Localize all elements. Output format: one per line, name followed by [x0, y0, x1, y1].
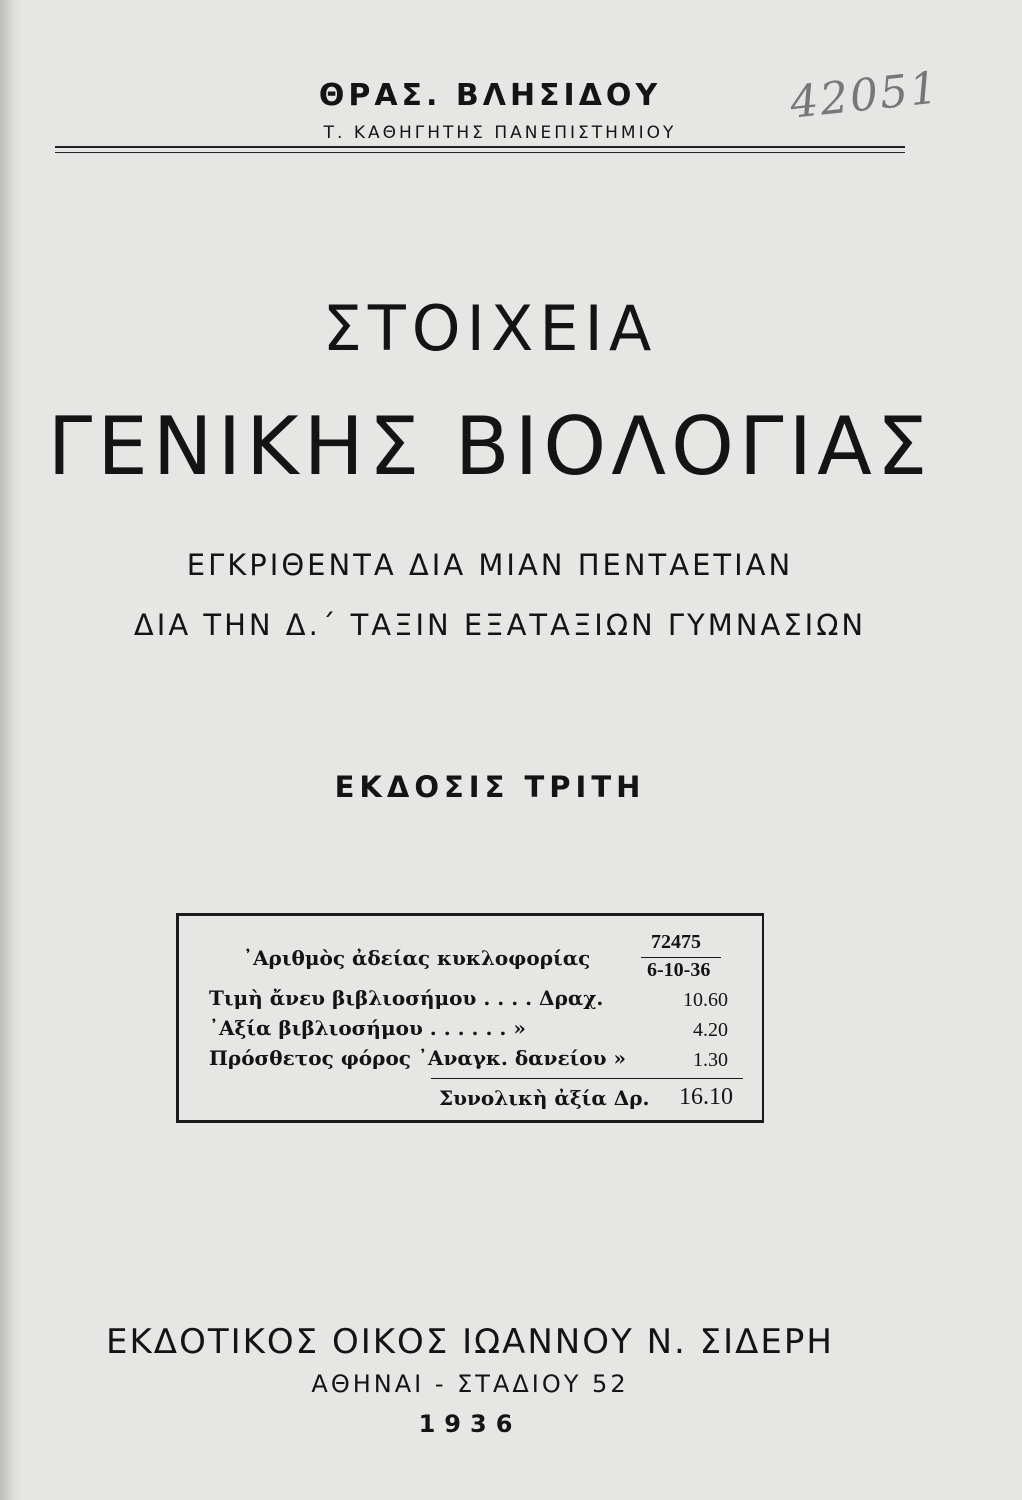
tax-value: 1.30: [693, 1049, 728, 1071]
publisher-name: ΕΚΔΟΤΙΚΟΣ ΟΙΚΟΣ ΙΩΑΝΝΟΥ Ν. ΣΙΔΕΡΗ: [106, 1322, 834, 1362]
stamp-value: 4.20: [693, 1019, 728, 1041]
tax-label: Πρόσθετος φόρος ᾿Αναγκ. δανείου »: [209, 1046, 626, 1070]
class-note: ΔΙΑ ΤΗΝ Δ.΄ ΤΑΞΙΝ ΕΞΑΤΑΞΙΩΝ ΓΥΜΝΑΣΙΩΝ: [133, 608, 867, 642]
author-title: Τ. ΚΑΘΗΓΗΤΗΣ ΠΑΝΕΠΙΣΤΗΜΙΟΥ: [323, 123, 677, 143]
price-box: [176, 913, 764, 1123]
publisher-address: ΑΘΗΝΑΙ - ΣΤΑΔΙΟΥ 52: [311, 1370, 629, 1398]
license-date: 6-10-36: [647, 959, 711, 981]
handwritten-number: 42051: [787, 62, 943, 129]
license-number: 72475: [651, 931, 701, 953]
edition-label: ΕΚΔΟΣΙΣ ΤΡΙΤΗ: [334, 770, 646, 804]
total-value: 16.10: [679, 1084, 733, 1110]
license-fraction-rule: [641, 957, 721, 958]
author-name: ΘΡΑΣ. ΒΛΗΣΙΔΟΥ: [318, 78, 662, 113]
approval-note: ΕΓΚΡΙΘΕΝΤΑ ΔΙΑ ΜΙΑΝ ΠΕΝΤΑΕΤΙΑΝ: [186, 548, 794, 582]
price-label: Τιμὴ ἄνευ βιβλιοσήμου . . . . Δραχ.: [209, 986, 604, 1010]
price-value: 10.60: [683, 989, 728, 1011]
header-rule-top: [55, 146, 905, 148]
publication-year: 1936: [418, 1410, 522, 1438]
header-rule-bottom: [55, 152, 905, 153]
book-title-line2: ΓΕΝΙΚΗΣ ΒΙΟΛΟΓΙΑΣ: [47, 400, 933, 493]
license-label: ᾿Αριθμὸς ἀδείας κυκλοφορίας: [243, 946, 591, 970]
book-title-line1: ΣΤΟΙΧΕΙΑ: [322, 292, 658, 365]
total-label: Συνολικὴ ἀξία Δρ.: [439, 1086, 650, 1110]
spine-shadow: [0, 0, 22, 1500]
stamp-label: ᾿Αξία βιβλιοσήμου . . . . . . »: [209, 1016, 526, 1040]
total-rule: [431, 1078, 743, 1079]
